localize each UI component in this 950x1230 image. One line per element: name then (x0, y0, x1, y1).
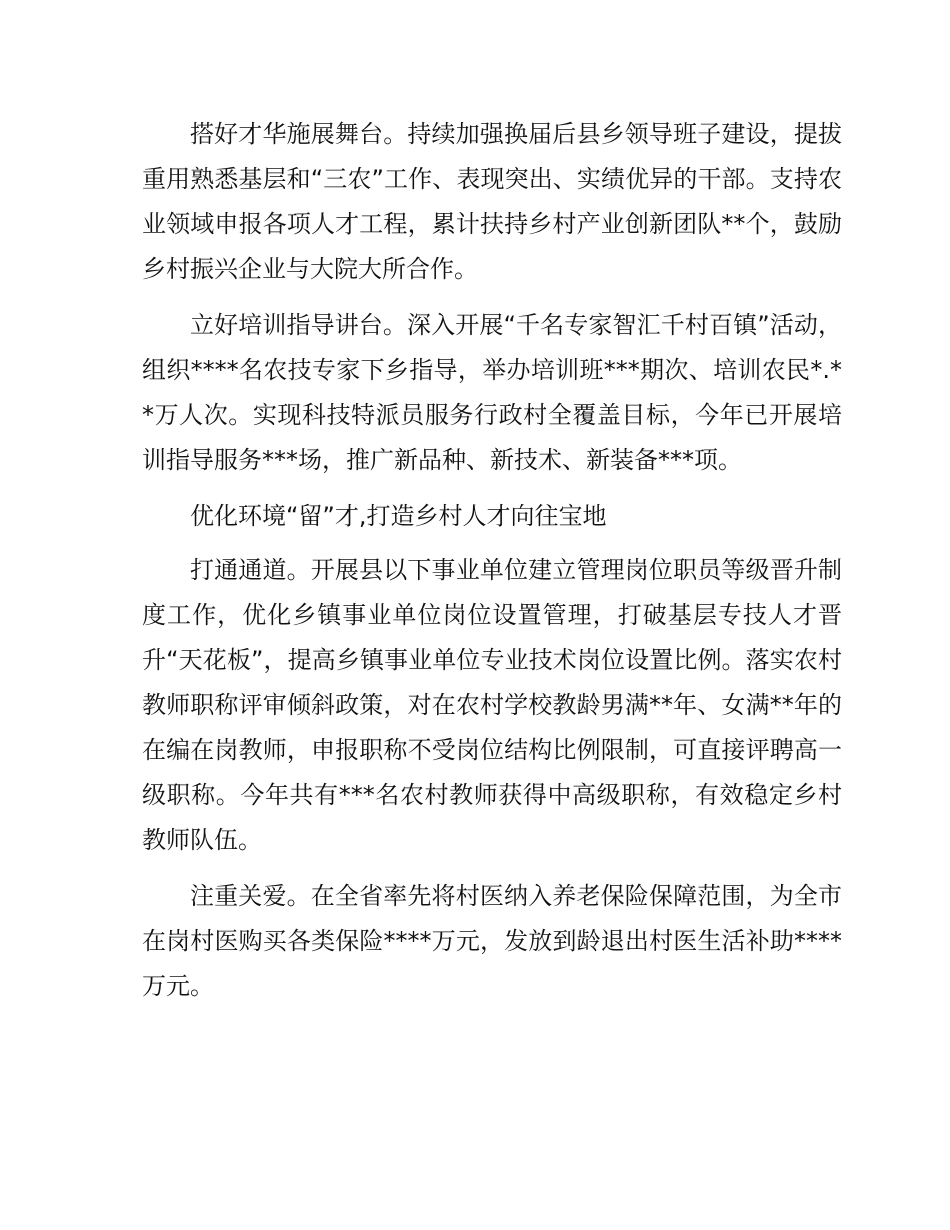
document-body (142, 112, 842, 1020)
section-heading-environment: 优化环境“留”才,打造乡村人才向往宝地 (190, 502, 607, 530)
paragraph-talent-stage: 搭好才华施展舞台。持续加强换届后县乡领导班子建设，提拔重用熟悉基层和“三农”工作、表现突出、实绩优异的干部。支持农业领域申报各项人才工程，累计扶持乡村产业创新团队**个，鼓励乡村振兴企业与大院大所合作。 (142, 120, 842, 283)
paragraph-training-platform: 立好培训指导讲台。深入开展“千名专家智汇千村百镇”活动，组织****名农技专家下乡指导，举办培训班***期次、培训农民*.**万人次。实现科技特派员服务行政村全覆盖目标，今年已开展培训指导服务***场，推广新品种、新技术、新装备***项。 (142, 311, 842, 474)
paragraph-open-channels: 打通通道。开展县以下事业单位建立管理岗位职员等级晋升制度工作，优化乡镇事业单位岗位设置管理，打破基层专技人才晋升“天花板”，提高乡镇事业单位专业技术岗位设置比例。落实农村教师职称评审倾斜政策，对在农村学校教龄男满**年、女满**年的在编在岗教师，申报职称不受岗位结构比例限制，可直接评聘高一级职称。今年共有***名农村教师获得中高级职称，有效稳定乡村教师队伍。 (142, 556, 842, 854)
paragraph-care: 注重关爱。在全省率先将村医纳入养老保险保障范围，为全市在岗村医购买各类保险****万元，发放到龄退出村医生活补助****万元。 (142, 882, 842, 1000)
